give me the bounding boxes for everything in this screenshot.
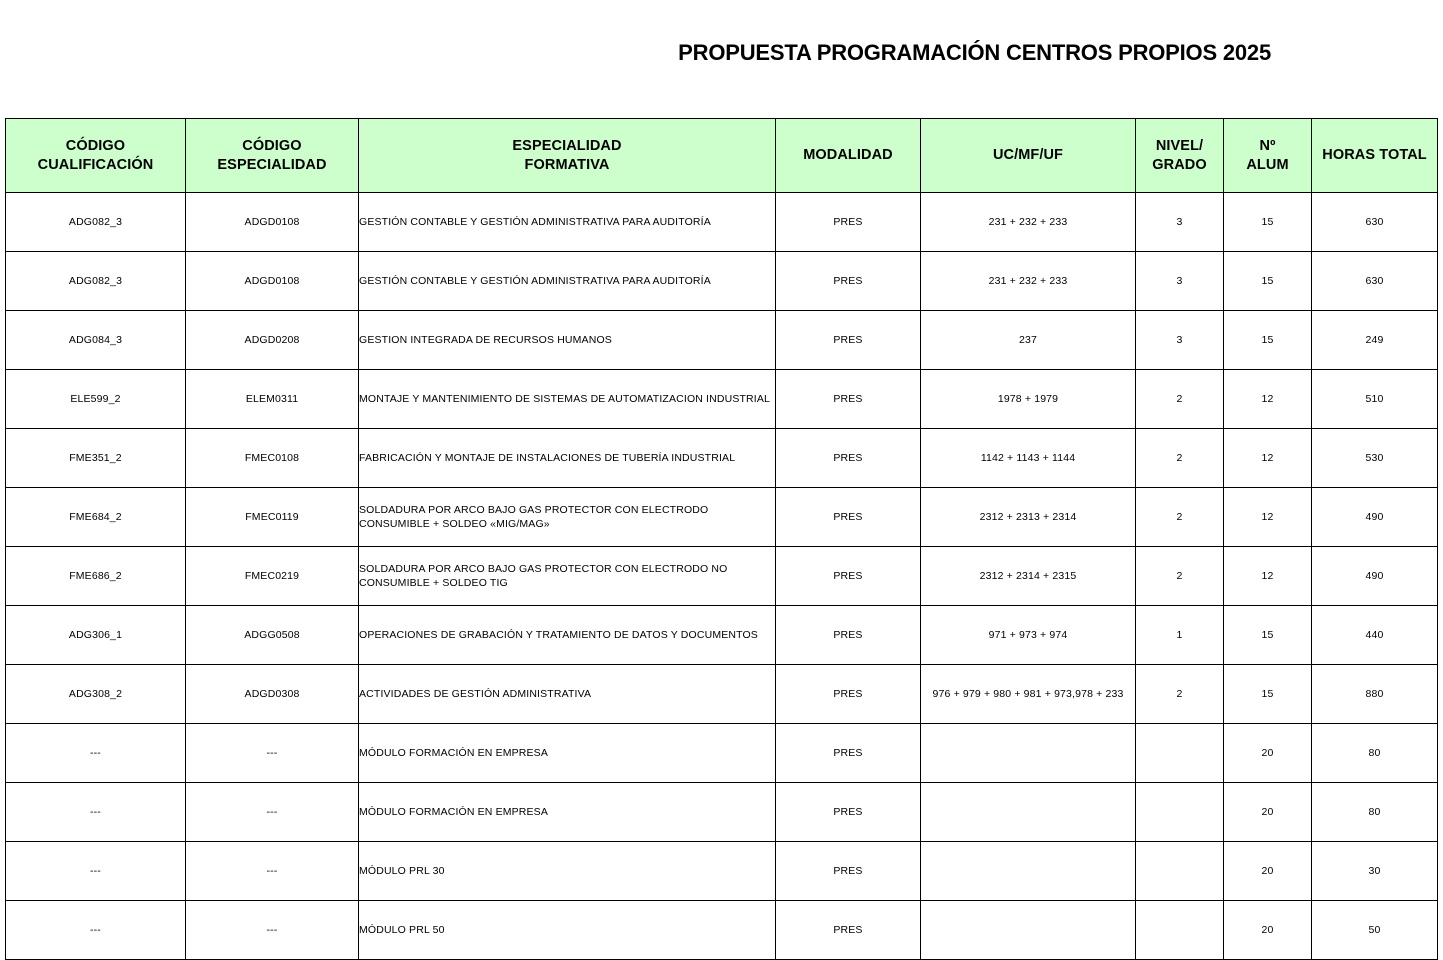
- cell-modalidad: PRES: [776, 370, 921, 429]
- cell-modalidad: PRES: [776, 665, 921, 724]
- cell-uc-mf-uf: [921, 783, 1136, 842]
- cell-n-alum: 15: [1224, 665, 1312, 724]
- cell-n-alum: 12: [1224, 429, 1312, 488]
- cell-n-alum: 15: [1224, 606, 1312, 665]
- cell-uc-mf-uf: 1978 + 1979: [921, 370, 1136, 429]
- programacion-table: [5, 118, 1438, 960]
- cell-modalidad: PRES: [776, 488, 921, 547]
- cell-n-alum: 20: [1224, 842, 1312, 901]
- column-header-line-2: ALUM: [1246, 156, 1289, 173]
- cell-uc-mf-uf: 971 + 973 + 974: [921, 606, 1136, 665]
- cell-codigo-especialidad: FMEC0108: [186, 429, 359, 488]
- cell-codigo-especialidad: ADGD0308: [186, 665, 359, 724]
- cell-especialidad-formativa: FABRICACIÓN Y MONTAJE DE INSTALACIONES DE TUBERÍA INDUSTRIAL: [359, 429, 776, 488]
- cell-codigo-especialidad: ADGD0108: [186, 193, 359, 252]
- cell-horas-total: 249: [1312, 311, 1438, 370]
- cell-codigo-cualificacion: FME686_2: [6, 547, 186, 606]
- cell-modalidad: PRES: [776, 193, 921, 252]
- cell-codigo-cualificacion: ADG306_1: [6, 606, 186, 665]
- column-header-line-1: Nº: [1259, 138, 1276, 155]
- cell-modalidad: PRES: [776, 724, 921, 783]
- column-header-line-2: FORMATIVA: [524, 156, 610, 173]
- table-body: [6, 193, 1438, 960]
- column-header-nivel-grado: [1136, 119, 1224, 193]
- column-header-line-1: CÓDIGO: [242, 138, 302, 155]
- table-row: [6, 429, 1438, 488]
- column-header-line-1: NIVEL/: [1155, 138, 1204, 155]
- cell-codigo-cualificacion: FME351_2: [6, 429, 186, 488]
- table-row: [6, 665, 1438, 724]
- cell-especialidad-formativa: MÓDULO PRL 50: [359, 901, 776, 960]
- cell-codigo-especialidad: ADGD0108: [186, 252, 359, 311]
- cell-especialidad-formativa: GESTION INTEGRADA DE RECURSOS HUMANOS: [359, 311, 776, 370]
- cell-nivel-grado: 2: [1136, 665, 1224, 724]
- cell-uc-mf-uf: [921, 842, 1136, 901]
- cell-especialidad-formativa: SOLDADURA POR ARCO BAJO GAS PROTECTOR CON ELECTRODO CONSUMIBLE + SOLDEO «MIG/MAG»: [359, 488, 776, 547]
- cell-codigo-cualificacion: ELE599_2: [6, 370, 186, 429]
- column-header-line-1: UC/MF/UF: [992, 147, 1064, 164]
- cell-nivel-grado: 2: [1136, 547, 1224, 606]
- table-row: [6, 606, 1438, 665]
- table-row: [6, 488, 1438, 547]
- cell-uc-mf-uf: [921, 724, 1136, 783]
- cell-especialidad-formativa: GESTIÓN CONTABLE Y GESTIÓN ADMINISTRATIVA PARA AUDITORÍA: [359, 193, 776, 252]
- column-header-horas-total: [1312, 119, 1438, 193]
- cell-uc-mf-uf: 2312 + 2313 + 2314: [921, 488, 1136, 547]
- cell-codigo-cualificacion: ADG082_3: [6, 193, 186, 252]
- table-header-row: [6, 119, 1438, 193]
- cell-horas-total: 80: [1312, 724, 1438, 783]
- cell-especialidad-formativa: MÓDULO FORMACIÓN EN EMPRESA: [359, 724, 776, 783]
- cell-uc-mf-uf: 1142 + 1143 + 1144: [921, 429, 1136, 488]
- cell-uc-mf-uf: 2312 + 2314 + 2315: [921, 547, 1136, 606]
- cell-horas-total: 880: [1312, 665, 1438, 724]
- cell-nivel-grado: 3: [1136, 311, 1224, 370]
- cell-codigo-cualificacion: ADG308_2: [6, 665, 186, 724]
- cell-n-alum: 12: [1224, 488, 1312, 547]
- cell-nivel-grado: 2: [1136, 370, 1224, 429]
- cell-codigo-especialidad: ADGG0508: [186, 606, 359, 665]
- table-row: [6, 724, 1438, 783]
- cell-codigo-cualificacion: ADG084_3: [6, 311, 186, 370]
- cell-especialidad-formativa: ACTIVIDADES DE GESTIÓN ADMINISTRATIVA: [359, 665, 776, 724]
- cell-nivel-grado: [1136, 783, 1224, 842]
- column-header-codigo-especialidad: [186, 119, 359, 193]
- cell-codigo-cualificacion: FME684_2: [6, 488, 186, 547]
- cell-horas-total: 630: [1312, 193, 1438, 252]
- cell-n-alum: 20: [1224, 783, 1312, 842]
- cell-nivel-grado: 1: [1136, 606, 1224, 665]
- cell-uc-mf-uf: 231 + 232 + 233: [921, 193, 1136, 252]
- cell-modalidad: PRES: [776, 901, 921, 960]
- programacion-table-container: [5, 118, 1437, 960]
- cell-codigo-cualificacion: ---: [6, 842, 186, 901]
- cell-codigo-cualificacion: ADG082_3: [6, 252, 186, 311]
- column-header-line-1: CÓDIGO: [65, 138, 126, 155]
- table-row: [6, 901, 1438, 960]
- column-header-line-2: CUALIFICACIÓN: [37, 156, 154, 173]
- column-header-codigo-cualificacion: [6, 119, 186, 193]
- cell-especialidad-formativa: OPERACIONES DE GRABACIÓN Y TRATAMIENTO DE DATOS Y DOCUMENTOS: [359, 606, 776, 665]
- cell-nivel-grado: 3: [1136, 193, 1224, 252]
- cell-nivel-grado: [1136, 842, 1224, 901]
- column-header-line-2: ESPECIALIDAD: [217, 156, 327, 173]
- cell-nivel-grado: 3: [1136, 252, 1224, 311]
- column-header-line-1: ESPECIALIDAD: [512, 138, 622, 155]
- cell-especialidad-formativa: MONTAJE Y MANTENIMIENTO DE SISTEMAS DE AUTOMATIZACION INDUSTRIAL: [359, 370, 776, 429]
- cell-nivel-grado: 2: [1136, 429, 1224, 488]
- cell-modalidad: PRES: [776, 606, 921, 665]
- column-header-line-1: HORAS TOTAL: [1322, 147, 1427, 164]
- cell-codigo-especialidad: ---: [186, 901, 359, 960]
- cell-n-alum: 20: [1224, 724, 1312, 783]
- cell-codigo-especialidad: FMEC0219: [186, 547, 359, 606]
- cell-nivel-grado: [1136, 901, 1224, 960]
- cell-horas-total: 630: [1312, 252, 1438, 311]
- cell-horas-total: 50: [1312, 901, 1438, 960]
- cell-n-alum: 12: [1224, 370, 1312, 429]
- cell-uc-mf-uf: 231 + 232 + 233: [921, 252, 1136, 311]
- cell-especialidad-formativa: MÓDULO FORMACIÓN EN EMPRESA: [359, 783, 776, 842]
- table-row: [6, 370, 1438, 429]
- column-header-n-alum: [1224, 119, 1312, 193]
- cell-horas-total: 490: [1312, 547, 1438, 606]
- cell-horas-total: 440: [1312, 606, 1438, 665]
- cell-uc-mf-uf: [921, 901, 1136, 960]
- cell-modalidad: PRES: [776, 547, 921, 606]
- cell-especialidad-formativa: MÓDULO PRL 30: [359, 842, 776, 901]
- cell-codigo-especialidad: FMEC0119: [186, 488, 359, 547]
- cell-especialidad-formativa: GESTIÓN CONTABLE Y GESTIÓN ADMINISTRATIVA PARA AUDITORÍA: [359, 252, 776, 311]
- cell-horas-total: 80: [1312, 783, 1438, 842]
- table-header: [6, 119, 1438, 193]
- cell-modalidad: PRES: [776, 311, 921, 370]
- cell-codigo-especialidad: ADGD0208: [186, 311, 359, 370]
- cell-codigo-especialidad: ---: [186, 724, 359, 783]
- cell-uc-mf-uf: 976 + 979 + 980 + 981 + 973,978 + 233: [921, 665, 1136, 724]
- table-row: [6, 842, 1438, 901]
- column-header-modalidad: [776, 119, 921, 193]
- cell-codigo-cualificacion: ---: [6, 724, 186, 783]
- column-header-especialidad-formativa: [359, 119, 776, 193]
- column-header-uc-mf-uf: [921, 119, 1136, 193]
- table-row: [6, 783, 1438, 842]
- cell-codigo-cualificacion: ---: [6, 901, 186, 960]
- cell-codigo-cualificacion: ---: [6, 783, 186, 842]
- cell-horas-total: 510: [1312, 370, 1438, 429]
- table-row: [6, 252, 1438, 311]
- cell-horas-total: 530: [1312, 429, 1438, 488]
- page-title: PROPUESTA PROGRAMACIÓN CENTROS PROPIOS 2025: [678, 40, 1271, 65]
- table-row: [6, 193, 1438, 252]
- cell-n-alum: 20: [1224, 901, 1312, 960]
- cell-n-alum: 12: [1224, 547, 1312, 606]
- cell-n-alum: 15: [1224, 193, 1312, 252]
- column-header-line-2: GRADO: [1152, 156, 1207, 173]
- cell-codigo-especialidad: ELEM0311: [186, 370, 359, 429]
- cell-modalidad: PRES: [776, 252, 921, 311]
- cell-nivel-grado: [1136, 724, 1224, 783]
- cell-modalidad: PRES: [776, 783, 921, 842]
- cell-horas-total: 490: [1312, 488, 1438, 547]
- cell-horas-total: 30: [1312, 842, 1438, 901]
- cell-codigo-especialidad: ---: [186, 783, 359, 842]
- cell-modalidad: PRES: [776, 842, 921, 901]
- table-row: [6, 311, 1438, 370]
- cell-modalidad: PRES: [776, 429, 921, 488]
- cell-codigo-especialidad: ---: [186, 842, 359, 901]
- cell-especialidad-formativa: SOLDADURA POR ARCO BAJO GAS PROTECTOR CON ELECTRODO NO CONSUMIBLE + SOLDEO TIG: [359, 547, 776, 606]
- cell-n-alum: 15: [1224, 311, 1312, 370]
- cell-nivel-grado: 2: [1136, 488, 1224, 547]
- column-header-line-1: MODALIDAD: [803, 147, 893, 164]
- table-row: [6, 547, 1438, 606]
- cell-uc-mf-uf: 237: [921, 311, 1136, 370]
- cell-n-alum: 15: [1224, 252, 1312, 311]
